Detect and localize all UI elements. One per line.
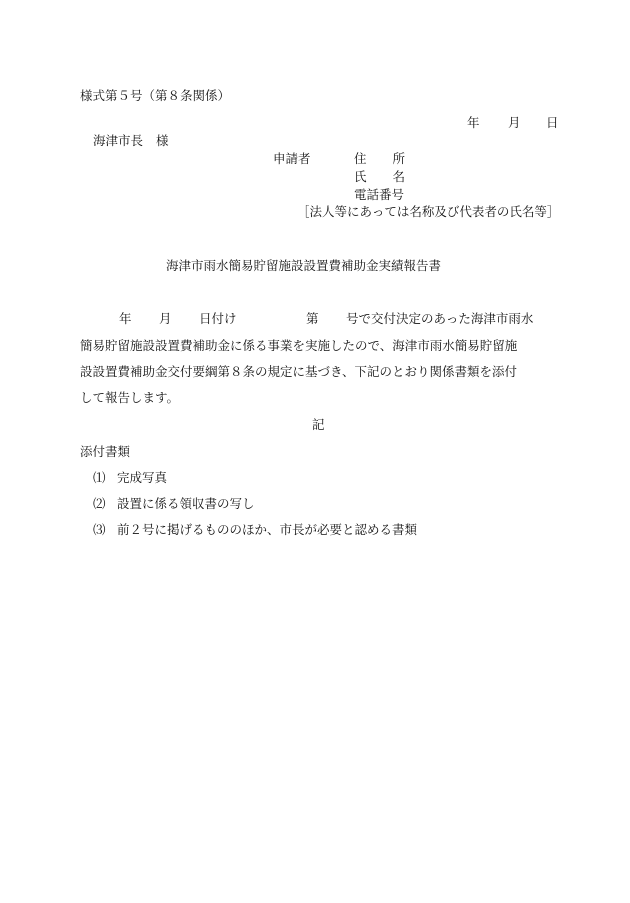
attachment-item-number: ⑴	[93, 470, 106, 485]
applicant-label: 申請者	[273, 151, 311, 166]
body-line-4: して報告します。	[80, 390, 180, 405]
document-title: 海津市雨水簡易貯留施設設置費補助金実績報告書	[166, 258, 442, 273]
recipient	[93, 135, 169, 148]
attachment-item	[93, 472, 167, 485]
recipient-honorific: 様	[156, 133, 169, 148]
address-label-b: 所	[392, 151, 406, 166]
body-line-1	[0, 313, 630, 329]
attachments-heading: 添付書類	[80, 444, 131, 459]
ki-label: 記	[312, 417, 325, 432]
name-label	[354, 171, 405, 184]
attachment-item	[93, 524, 417, 537]
form-number: 様式第５号（第８条関係）	[80, 88, 231, 103]
attachment-item-text: 前２号に掲げるもののほか、市長が必要と認める書類	[117, 522, 418, 537]
address-label	[354, 153, 405, 166]
body-month-label: 月	[159, 311, 172, 326]
attachment-item-number: ⑶	[93, 522, 106, 537]
name-label-a: 氏	[354, 169, 367, 184]
address-label-a: 住	[354, 151, 367, 166]
phone-label: 電話番号	[354, 187, 405, 202]
attachment-item-text: 完成写真	[117, 470, 168, 485]
date-month-label: 月	[508, 115, 521, 130]
attachment-item-number: ⑵	[93, 496, 106, 511]
recipient-name: 海津市長	[93, 133, 144, 148]
date-day-label: 日	[546, 115, 559, 130]
body-dated-label: 日付け	[199, 311, 237, 326]
date-year-label: 年	[467, 115, 480, 130]
attachment-item	[93, 498, 255, 511]
body-line-1-rest: 号で交付決定のあった海津市雨水	[346, 311, 534, 326]
name-label-b: 名	[392, 169, 406, 184]
body-year-label: 年	[119, 311, 132, 326]
body-line-3: 設設置費補助金交付要綱第８条の規定に基づき、下記のとおり関係書類を添付	[80, 364, 518, 379]
body-dai-label: 第	[306, 311, 319, 326]
corporation-note: ［法人等にあっては名称及び代表者の氏名等］	[297, 204, 560, 219]
attachment-item-text: 設置に係る領収書の写し	[117, 496, 255, 511]
body-line-2: 簡易貯留施設設置費補助金に係る事業を実施したので、海津市雨水簡易貯留施	[80, 338, 518, 353]
